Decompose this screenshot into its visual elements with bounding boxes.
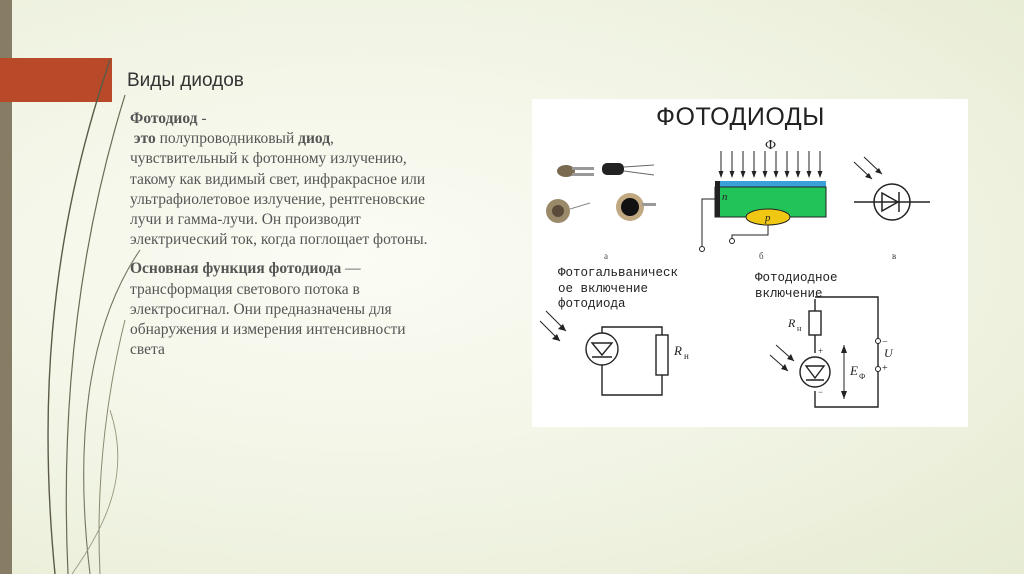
flux-arrowhead [730, 171, 735, 178]
u-label: U [884, 346, 893, 360]
label-photodiode-mode: Фотодиодное включение [755, 271, 838, 301]
rn2-label: R [788, 316, 796, 330]
text-after: , чувствительный к фотонному излучению, такому как видимый свет, инфракрасное или ультрафиолетовое излучение, рентгеновские лучи и гамма-лучи. Он производит электрический ток, когда поглощает фотоны. [130, 130, 428, 249]
slide-title: Виды диодов [127, 70, 244, 91]
word-eto: это [133, 130, 156, 148]
flux-arrowhead [785, 171, 790, 178]
p-label: p [765, 212, 771, 224]
flux-arrowhead [763, 171, 768, 178]
u-minus: − [882, 337, 888, 348]
flux-arrowhead [796, 171, 801, 178]
n-label: n [722, 191, 728, 203]
definition-paragraph [130, 109, 430, 250]
photovoltaic-circuit [540, 311, 689, 395]
photodiode-circuit [770, 297, 894, 407]
rn-sub: н [684, 351, 689, 361]
photodiode-figure [532, 99, 968, 427]
term-photodiode: Фотодиод [130, 110, 198, 127]
diode-symbol [854, 157, 930, 220]
component-photos [546, 163, 656, 223]
flux-arrowhead [752, 171, 757, 178]
u-plus: + [882, 363, 888, 374]
rn2-sub: н [797, 324, 802, 333]
label-photovoltaic: Фотогальваническ ое включение фотодиода [558, 266, 679, 311]
sub-label-b: б [759, 251, 764, 261]
sub-label-c: в [892, 251, 897, 261]
word-diod: диод [298, 130, 331, 148]
diode-plus: + [818, 346, 824, 356]
text-before: полупроводниковый [155, 130, 299, 148]
ef-label: E [850, 363, 858, 378]
flux-arrowhead [807, 171, 812, 178]
diode-minus: − [818, 387, 824, 397]
flux-label: Ф [765, 138, 777, 153]
sub-label-a: а [604, 251, 608, 261]
function-paragraph [130, 259, 430, 360]
body-text [130, 109, 430, 369]
dash: - [197, 110, 207, 127]
figure-title: ФОТОДИОДЫ [656, 103, 825, 131]
flux-arrowhead [818, 171, 823, 178]
flux-arrowhead [741, 171, 746, 178]
ef-sub: Ф [859, 372, 866, 381]
rn-label: R [674, 343, 682, 358]
function-text: — трансформация светового потока в электросигнал. Они предназначены для обнаружения и измерения интенсивности света [130, 260, 406, 359]
figure-drawings [532, 99, 968, 427]
function-bold: Основная функция фотодиода [130, 260, 342, 278]
photodiode-structure [700, 138, 827, 252]
flux-arrowhead [774, 171, 779, 178]
flux-arrowhead [719, 171, 724, 178]
